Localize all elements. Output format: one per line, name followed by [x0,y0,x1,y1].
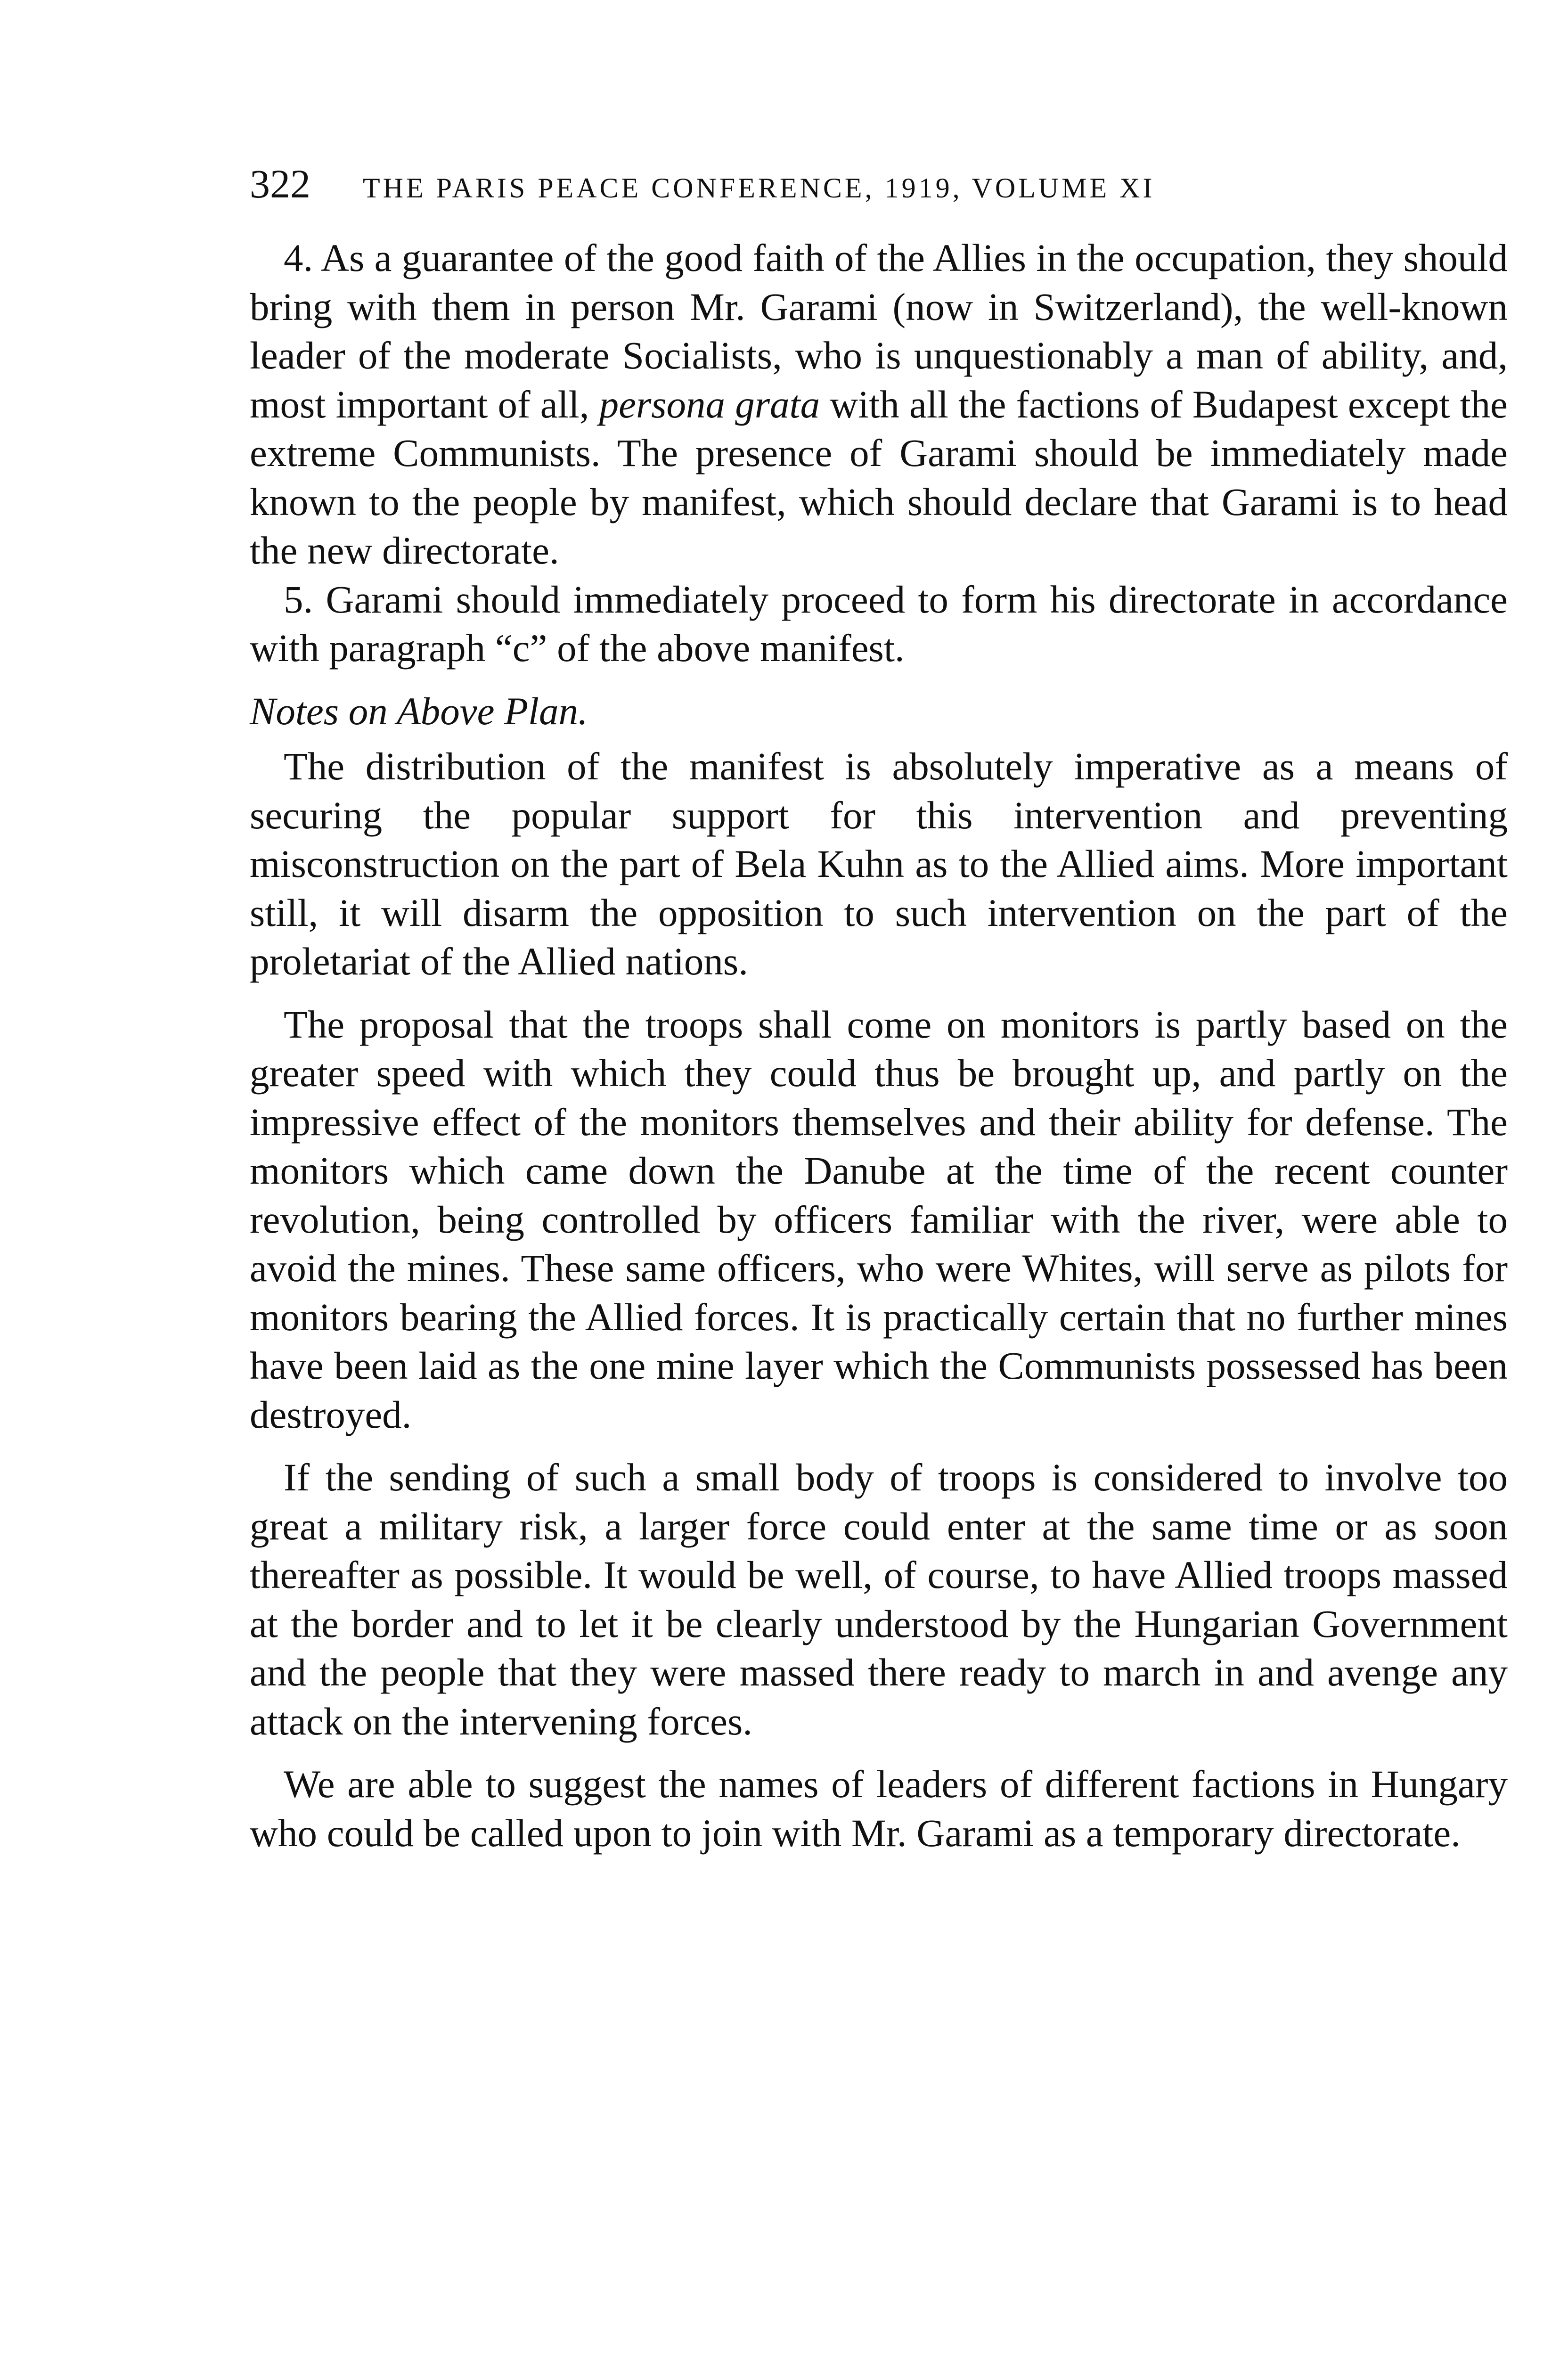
body-text [250,234,1508,1857]
notes-paragraph-3: If the sending of such a small body of troops is considered to involve too great a military risk, a larger force could enter at the same time or as soon thereafter as possible. It would be well, of course, to have Allied troops massed at the border and to let it be clearly understood by the Hungarian Government and the people that they were massed there ready to march in and avenge any attack on the intervening forces. [250,1456,1508,1743]
running-title: THE PARIS PEACE CONFERENCE, 1919, VOLUME XI [363,172,1155,204]
page-number: 322 [250,161,310,206]
paragraph-item-5: 5. Garami should immediately proceed to form his directorate in accordance with paragraph “c” of the above manifest. [250,577,1508,670]
notes-paragraph-4: We are able to suggest the names of leaders of different factions in Hungary who could be called upon to join with Mr. Garami as a temporary directorate. [250,1762,1508,1855]
paragraph-item-4-text-a: 4. As a guarantee of the good faith of the Allies in the occupation, they should bring with them in person Mr. Garami (now in Switzerland), the well-known leader of the moderate Socialists, who is unquestionably a man of ability, and, most important of all, [250,236,1508,426]
notes-paragraph-1: The distribution of the manifest is absolutely imperative as a means of securing the popular support for this intervention and preventing misconstruction on the part of Bela Kuhn as to the Allied aims. More important still, it will disarm the opposition to such intervention on the part of the proletariat of the Allied nations. [250,744,1508,983]
notes-paragraph-2: The proposal that the troops shall come on monitors is partly based on the greater speed with which they could thus be brought up, and partly on the impressive effect of the monitors themselves and their ability for defense. The monitors which came down the Danube at the time of the recent counter revolution, being controlled by officers familiar with the river, were able to avoid the mines. These same officers, who were Whites, will serve as pilots for monitors bearing the Allied forces. It is practically certain that no further mines have been laid as the one mine layer which the Communists possessed has been destroyed. [250,1002,1508,1436]
notes-heading: Notes on Above Plan. [250,689,588,733]
paragraph-item-4-text-b: with all the factions of Budapest except the extreme Communists. The presence of Garami should be immediately made known to the people by manifest, which should declare that Garami is to head the new directorate. [250,382,1508,572]
running-head [250,160,1508,217]
document-page [250,160,1508,1857]
paragraph-item-4 [250,234,1508,575]
persona-grata-italic: persona grata [599,382,820,426]
